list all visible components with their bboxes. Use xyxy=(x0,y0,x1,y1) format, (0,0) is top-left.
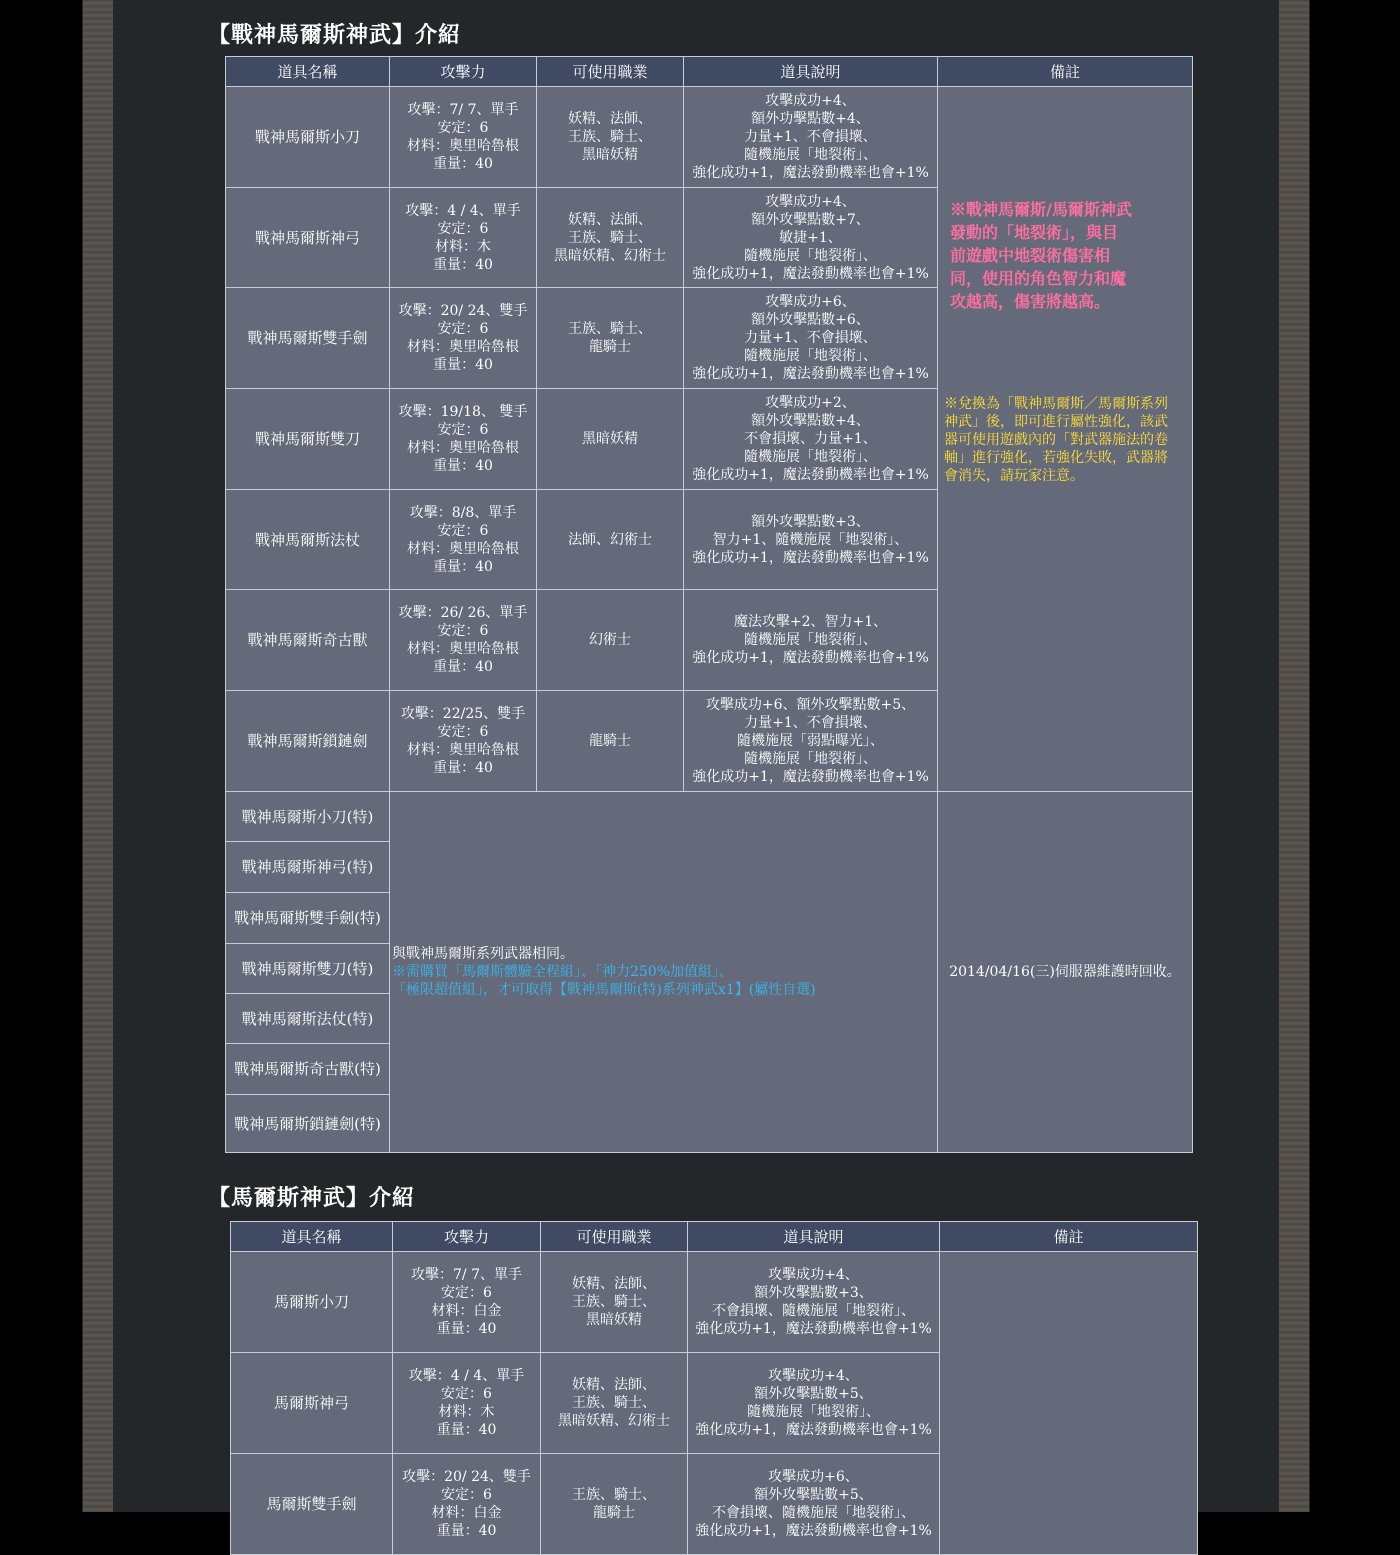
special-item-name: 戰神馬爾斯法仗(特) xyxy=(226,994,390,1044)
header-description: 道具說明 xyxy=(684,57,938,87)
item-classes: 妖精、法師、 王族、騎士、 黑暗妖精、幻術士 xyxy=(537,188,684,288)
special-desc-purchase: ※需購買「馬爾斯體驗全程組」、「神力250%加值組」、 「極限超值組」，才可取得【戰神馬爾斯(特)系列神武x1】(屬性自選) xyxy=(392,964,816,998)
item-attack: 攻擊：7/ 7、單手 安定：6 材料：白金 重量：40 xyxy=(393,1252,541,1353)
special-desc-same: 與戰神馬爾斯系列武器相同。 xyxy=(392,946,574,962)
special-item-name: 戰神馬爾斯神弓(特) xyxy=(226,842,390,893)
special-description-cell xyxy=(390,792,938,1153)
header-classes: 可使用職業 xyxy=(541,1222,688,1252)
remarks-cell xyxy=(940,1252,1198,1555)
item-description: 攻擊成功+6、 額外攻擊點數+5、 不會損壞、隨機施展「地裂術」、 強化成功+1，魔法發動機率也會+1% xyxy=(688,1454,940,1555)
item-classes: 龍騎士 xyxy=(537,691,684,792)
item-classes: 妖精、法師、 王族、騎士、 黑暗妖精 xyxy=(537,87,684,188)
section2-title: 【馬爾斯神武】介紹 xyxy=(208,1185,416,1211)
item-classes: 黑暗妖精 xyxy=(537,389,684,490)
item-name: 馬爾斯小刀 xyxy=(231,1252,393,1353)
header-attack: 攻擊力 xyxy=(390,57,537,87)
item-attack: 攻擊：4 / 4、單手 安定：6 材料：木 重量：40 xyxy=(390,188,537,288)
item-name: 戰神馬爾斯小刀 xyxy=(226,87,390,188)
header-remarks: 備註 xyxy=(940,1222,1198,1252)
item-name: 戰神馬爾斯雙手劍 xyxy=(226,288,390,389)
item-classes: 妖精、法師、 王族、騎士、 黑暗妖精、幻術士 xyxy=(541,1353,688,1454)
item-description: 攻擊成功+4、 額外攻擊點數+7、 敏捷+1、 隨機施展「地裂術」、 強化成功+1，魔法發動機率也會+1% xyxy=(684,188,938,288)
item-description: 攻擊成功+6、額外攻擊點數+5、 力量+1、不會損壞、 隨機施展「弱點曝光」、 隨機施展「地裂術」、 強化成功+1，魔法發動機率也會+1% xyxy=(684,691,938,792)
item-description: 攻擊成功+6、 額外攻擊點數+6、 力量+1、不會損壞、 隨機施展「地裂術」、 強化成功+1，魔法發動機率也會+1% xyxy=(684,288,938,389)
enchant-warning-note: ※兌換為「戰神馬爾斯／馬爾斯系列 神武」後，即可進行屬性強化，該武 器可使用遊戲內的「對武器施法的卷 軸」進行強化，若強化失敗，武器將 會消失，請玩家注意。 xyxy=(944,396,1168,484)
section1-table xyxy=(225,56,1193,1153)
item-attack: 攻擊：20/ 24、雙手 安定：6 材料：白金 重量：40 xyxy=(393,1454,541,1555)
item-attack: 攻擊：22/25、雙手 安定：6 材料：奧里哈魯根 重量：40 xyxy=(390,691,537,792)
item-description: 魔法攻擊+2、智力+1、 隨機施展「地裂術」、 強化成功+1，魔法發動機率也會+1% xyxy=(684,590,938,691)
item-name: 戰神馬爾斯神弓 xyxy=(226,188,390,288)
item-attack: 攻擊：7/ 7、單手 安定：6 材料：奧里哈魯根 重量：40 xyxy=(390,87,537,188)
special-item-name: 戰神馬爾斯雙刀(特) xyxy=(226,944,390,994)
item-description: 攻擊成功+4、 額外功擊點數+4、 力量+1、不會損壞、 隨機施展「地裂術」、 強化成功+1，魔法發動機率也會+1% xyxy=(684,87,938,188)
item-description: 額外攻擊點數+3、 智力+1、隨機施展「地裂術」、 強化成功+1，魔法發動機率也會+1% xyxy=(684,490,938,590)
item-name: 戰神馬爾斯鎖鏈劍 xyxy=(226,691,390,792)
item-description: 攻擊成功+4、 額外攻擊點數+5、 隨機施展「地裂術」、 強化成功+1，魔法發動機率也會+1% xyxy=(688,1353,940,1454)
item-attack: 攻擊：19/18、 雙手 安定：6 材料：奧里哈魯根 重量：40 xyxy=(390,389,537,490)
item-attack: 攻擊：26/ 26、單手 安定：6 材料：奧里哈魯根 重量：40 xyxy=(390,590,537,691)
left-frame-border xyxy=(82,0,114,1512)
header-item-name: 道具名稱 xyxy=(231,1222,393,1252)
item-attack: 攻擊：8/8、單手 安定：6 材料：奧里哈魯根 重量：40 xyxy=(390,490,537,590)
item-name: 馬爾斯神弓 xyxy=(231,1353,393,1454)
section1-title: 【戰神馬爾斯神武】介紹 xyxy=(208,22,462,48)
item-attack: 攻擊：4 / 4、單手 安定：6 材料：木 重量：40 xyxy=(393,1353,541,1454)
special-item-name: 戰神馬爾斯雙手劍(特) xyxy=(226,893,390,944)
item-name: 馬爾斯雙手劍 xyxy=(231,1454,393,1555)
header-description: 道具說明 xyxy=(688,1222,940,1252)
header-attack: 攻擊力 xyxy=(393,1222,541,1252)
item-classes: 王族、騎士、 龍騎士 xyxy=(541,1454,688,1555)
table-header-row xyxy=(231,1222,1198,1252)
header-classes: 可使用職業 xyxy=(537,57,684,87)
earth-split-note: ※戰神馬爾斯/馬爾斯神武 發動的「地裂術」，與目 前遊戲中地裂術傷害相 同，使用的角色智力和魔 攻越高，傷害將越高。 xyxy=(950,200,1132,311)
table-header-row xyxy=(226,57,1193,87)
item-classes: 妖精、法師、 王族、騎士、 黑暗妖精 xyxy=(541,1252,688,1353)
item-name: 戰神馬爾斯奇古獸 xyxy=(226,590,390,691)
header-item-name: 道具名稱 xyxy=(226,57,390,87)
remarks-cell xyxy=(938,87,1193,792)
special-item-name: 戰神馬爾斯鎖鏈劍(特) xyxy=(226,1095,390,1153)
special-item-name: 戰神馬爾斯奇古獸(特) xyxy=(226,1044,390,1095)
item-classes: 法師、幻術士 xyxy=(537,490,684,590)
special-row xyxy=(226,792,1193,842)
header-remarks: 備註 xyxy=(938,57,1193,87)
table-row xyxy=(231,1252,1198,1353)
table-row xyxy=(226,87,1193,188)
special-remarks-cell: 2014/04/16(三)伺服器維護時回收。 xyxy=(938,792,1193,1153)
item-description: 攻擊成功+4、 額外攻擊點數+3、 不會損壞、隨機施展「地裂術」、 強化成功+1，魔法發動機率也會+1% xyxy=(688,1252,940,1353)
item-name: 戰神馬爾斯雙刀 xyxy=(226,389,390,490)
item-description: 攻擊成功+2、 額外攻擊點數+4、 不會損壞、力量+1、 隨機施展「地裂術」、 強化成功+1，魔法發動機率也會+1% xyxy=(684,389,938,490)
section2-table xyxy=(230,1221,1198,1555)
item-classes: 幻術士 xyxy=(537,590,684,691)
item-name: 戰神馬爾斯法杖 xyxy=(226,490,390,590)
special-item-name: 戰神馬爾斯小刀(特) xyxy=(226,792,390,842)
item-classes: 王族、騎士、 龍騎士 xyxy=(537,288,684,389)
item-attack: 攻擊：20/ 24、雙手 安定：6 材料：奧里哈魯根 重量：40 xyxy=(390,288,537,389)
right-frame-border xyxy=(1278,0,1310,1512)
